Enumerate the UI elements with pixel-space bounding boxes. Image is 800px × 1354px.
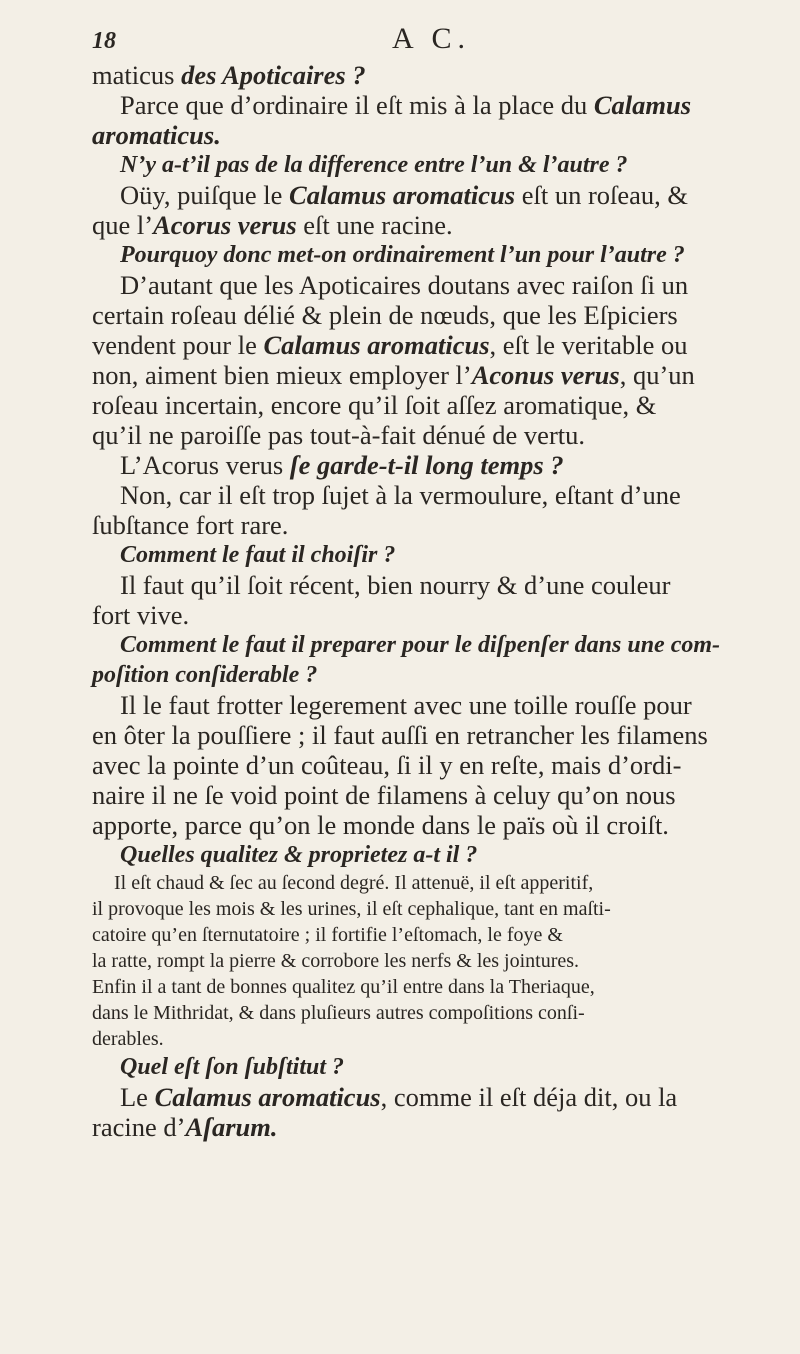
- text-span: Il le faut frotter legerement avec une toille rouſſe pour: [120, 690, 692, 720]
- italic-span: Aconus verus: [471, 360, 620, 390]
- text-span: Oüy, puiſque le: [120, 180, 290, 210]
- text-span: Pourquoy donc met-on ordinairement l’un pour l’autre ?: [120, 242, 685, 268]
- italic-span: Calamus: [593, 90, 692, 120]
- text-line: [92, 630, 782, 660]
- text-span: ſubſtance fort rare.: [92, 510, 289, 540]
- text-span: dans le Mithridat, & dans pluſieurs autres compoſitions conſi-: [92, 1002, 585, 1024]
- italic-span: Calamus aromaticus: [263, 330, 490, 360]
- text-span: certain roſeau délié & plein de nœuds, que les Eſpiciers: [92, 300, 678, 330]
- text-span: naire il ne ſe void point de filamens à celuy qu’on nous: [92, 780, 676, 810]
- text-line: [92, 750, 782, 780]
- text-span: , comme il eſt déja dit, ou la: [380, 1082, 678, 1112]
- text-line: [92, 1026, 782, 1052]
- text-span: Comment le faut il choiſir ?: [120, 542, 396, 568]
- text-span: N’y a-t’il pas de la difference entre l’un & l’autre ?: [120, 152, 628, 178]
- text-span: la ratte, rompt la pierre & corrobore les nerfs & les jointures.: [92, 950, 580, 972]
- text-span: poſition conſiderable ?: [92, 662, 318, 688]
- italic-span: aromaticus.: [92, 120, 221, 150]
- text-span: Il faut qu’il ſoit récent, bien nourry & d’une couleur: [120, 570, 671, 600]
- text-line: [92, 1082, 782, 1112]
- text-line: [92, 810, 782, 840]
- text-line: [92, 420, 782, 450]
- text-span: Quelles qualitez & proprietez a-t il ?: [120, 842, 478, 868]
- text-span: Le: [120, 1082, 155, 1112]
- text-span: Comment le faut il preparer pour le diſpenſer dans une com-: [120, 632, 720, 658]
- text-span: Parce que d’ordinaire il eſt mis à la place du: [120, 90, 594, 120]
- text-line: [92, 570, 782, 600]
- text-line: [92, 660, 782, 690]
- italic-span: des Apoticaires ?: [181, 60, 366, 90]
- text-line: [92, 60, 782, 90]
- text-line: [92, 450, 782, 480]
- text-line: [92, 720, 782, 750]
- text-line: [92, 180, 782, 210]
- text-span: apporte, parce qu’on le monde dans le païs où il croiſt.: [92, 810, 669, 840]
- text-span: , qu’un: [619, 360, 695, 390]
- italic-span: Acorus verus: [153, 210, 297, 240]
- text-span: en ôter la pouſſiere ; il faut auſſi en retrancher les filamens: [92, 720, 708, 750]
- text-line: [92, 300, 782, 330]
- text-span: non, aiment bien mieux employer l’: [92, 360, 472, 390]
- text-line: [92, 922, 782, 948]
- text-line: [92, 870, 782, 896]
- text-span: eſt un roſeau, &: [515, 180, 689, 210]
- text-span: avec la pointe d’un coûteau, ſi il y en reſte, mais d’ordi-: [92, 750, 682, 780]
- text-line: [92, 390, 782, 420]
- text-line: [92, 210, 782, 240]
- text-span: , eſt le veritable ou: [489, 330, 688, 360]
- text-line: [92, 270, 782, 300]
- text-span: Enfin il a tant de bonnes qualitez qu’il entre dans la Theriaque,: [92, 976, 595, 998]
- italic-span: Aſarum.: [185, 1112, 278, 1142]
- text-span: catoire qu’en ſternutatoire ; il fortifie l’eſtomach, le foye &: [92, 924, 563, 946]
- text-span: D’autant que les Apoticaires doutans avec raiſon ſi un: [120, 270, 689, 300]
- text-span: Non, car il eſt trop ſujet à la vermoulure, eſtant d’une: [120, 480, 681, 510]
- text-line: [92, 690, 782, 720]
- italic-span: ſe garde-t-il long temps ?: [289, 450, 564, 480]
- text-span: maticus: [92, 60, 182, 90]
- text-span: Quel eſt ſon ſubſtitut ?: [120, 1054, 345, 1080]
- italic-span: Calamus aromaticus: [289, 180, 516, 210]
- text-span: eſt une racine.: [296, 210, 453, 240]
- text-span: racine d’: [92, 1112, 186, 1142]
- text-span: roſeau incertain, encore qu’il ſoit aſſez aromatique, &: [92, 390, 657, 420]
- text-line: [92, 480, 782, 510]
- text-span: derables.: [92, 1028, 164, 1050]
- text-line: [92, 90, 782, 120]
- text-span: qu’il ne paroiſſe pas tout-à-fait dénué de vertu.: [92, 420, 586, 450]
- text-line: [92, 240, 782, 270]
- text-line: [92, 150, 782, 180]
- text-span: il provoque les mois & les urines, il eſt cephalique, tant en maſti-: [92, 898, 611, 920]
- running-head: A C.: [392, 22, 472, 55]
- page-number: 18: [92, 28, 116, 54]
- text-line: [92, 120, 782, 150]
- text-line: [92, 360, 782, 390]
- text-line: [92, 1052, 782, 1082]
- text-span: fort vive.: [92, 600, 190, 630]
- text-line: [92, 1112, 782, 1142]
- text-span: L’Acorus verus: [120, 450, 290, 480]
- text-line: [92, 510, 782, 540]
- text-line: [92, 600, 782, 630]
- text-line: [92, 948, 782, 974]
- text-line: [92, 896, 782, 922]
- text-span: Il eſt chaud & ſec au ſecond degré. Il attenuë, il eſt apperitif,: [114, 872, 594, 894]
- text-line: [92, 780, 782, 810]
- body-text: [92, 60, 782, 1142]
- text-span: vendent pour le: [92, 330, 264, 360]
- italic-span: Calamus aromaticus: [154, 1082, 381, 1112]
- text-line: [92, 1000, 782, 1026]
- page-header: [92, 22, 740, 62]
- text-line: [92, 974, 782, 1000]
- text-line: [92, 540, 782, 570]
- text-line: [92, 840, 782, 870]
- text-line: [92, 330, 782, 360]
- text-span: que l’: [92, 210, 154, 240]
